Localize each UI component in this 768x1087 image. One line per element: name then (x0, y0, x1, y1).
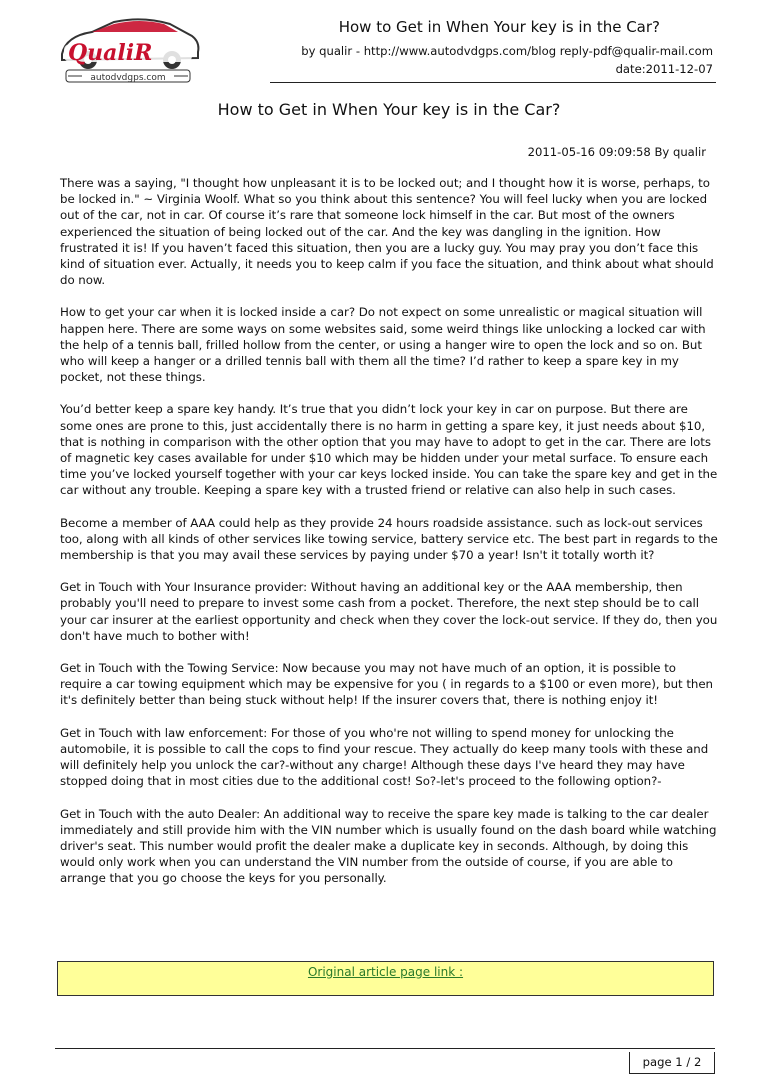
footer-divider (55, 1048, 715, 1049)
header-date: date:2011-12-07 (615, 62, 713, 76)
qualir-logo (52, 14, 202, 84)
article-title: How to Get in When Your key is in the Car? (217, 100, 561, 119)
original-link-box (57, 961, 714, 996)
paragraph: Get in Touch with the auto Dealer: An additional way to receive the spare key made is talking to the car dealer immediately and still provide him with the VIN number which is usually found on the dash board while watching driver's seat. This number would profit the dealer make a duplicate key in seconds. Although, by doing this would only work when you can understand the VIN number from the outside of course, if you are able to arrange that you go choose the keys for you personally. (60, 806, 717, 886)
header-divider (270, 82, 716, 83)
page-number: page 1 / 2 (629, 1052, 715, 1074)
original-article-link[interactable]: Original article page link : (307, 965, 464, 979)
article-body (60, 175, 718, 903)
header-title: How to Get in When Your key is in the Car? (338, 18, 660, 36)
svg-text:QualiR: QualiR (68, 40, 153, 66)
paragraph: You’d better keep a spare key handy. It’s true that you didn’t lock your key in car on purpose. But there are some ones are prone to this, just accidentally there is no harm in getting a spare key, it just needs about $10, that is nothing in comparison with the other option that you may have to adopt to get in the car. There are lots of magnetic key cases available for under $10 which may be hidden under your metal surface. To ensure each time you’ve locked yourself together with your car keys locked inside. You can take the spare key and get in the car without any trouble. Keeping a spare key with a trusted friend or relative can also help in such cases. (60, 402, 718, 498)
paragraph: Get in Touch with law enforcement: For those of you who're not willing to spend money for unlocking the automobile, it is possible to call the cops to find your rescue. They actually do keep many tools with these and will definitely help you unlock the car?-without any charge! Although these days I've heard they may have stopped doing that in most cities due to the additional cost! So?-let's proceed to the following option?- (60, 725, 709, 789)
paragraph: Get in Touch with Your Insurance provider: Without having an additional key or the AAA membership, then probably you'll need to prepare to invest some cash from a pocket. Therefore, the next step should be to call your car insurer at the earliest opportunity and check when they cover the lock-out service. If they do, then you don't have much to bother with! (60, 580, 718, 643)
paragraph: There was a saying, "I thought how unpleasant it is to be locked out; and I thought how it is worse, perhaps, to be locked in." ~ Virginia Woolf. What so you think about this sentence? You will feel lucky when you are locked out of the car, not in car. Of course it’s rare that someone lock himself in the car. But most of the owners experienced the situation of being locked out of the car. And the key was dangling in the ignition. How frustrated it is! If you haven’t faced this situation, then you are a lucky guy. You may pray you don’t face this kind of situation ever. Actually, it needs you to keep calm if you face the situation, and think about what should do now. (60, 176, 714, 288)
paragraph: How to get your car when it is locked inside a car? Do not expect on some unrealistic or magical situation will happen here. There are some ways on some websites said, some weird things like unlocking a locked car with the help of a tennis ball, frilled hollow from the center, or using a hanger wire to open the lock and so on. But who will keep a hanger or a drilled tennis ball with them all the time? I’d rather to keep a spare key in my pocket, not these things. (60, 305, 706, 385)
paragraph: Get in Touch with the Towing Service: Now because you may not have much of an option, it is possible to require a car towing equipment which may be expensive for you ( in regards to a $100 or even more), but then it's definitely better than being stuck without help! If the insurer covers that, there is nothing enjoy it! (60, 661, 713, 708)
paragraph: Become a member of AAA could help as they provide 24 hours roadside assistance. such as lock-out services too, along with all kinds of other services like towing service, battery service etc. The best part in regards to the membership is that you may avail these services by paying under $70 a year! Isn't it totally worth it? (60, 515, 718, 563)
svg-text:autodvdgps.com: autodvdgps.com (90, 73, 166, 83)
header-meta: by qualir - http://www.autodvdgps.com/blog reply-pdf@qualir-mail.com (301, 44, 713, 58)
article-byline: 2011-05-16 09:09:58 By qualir (527, 145, 706, 159)
